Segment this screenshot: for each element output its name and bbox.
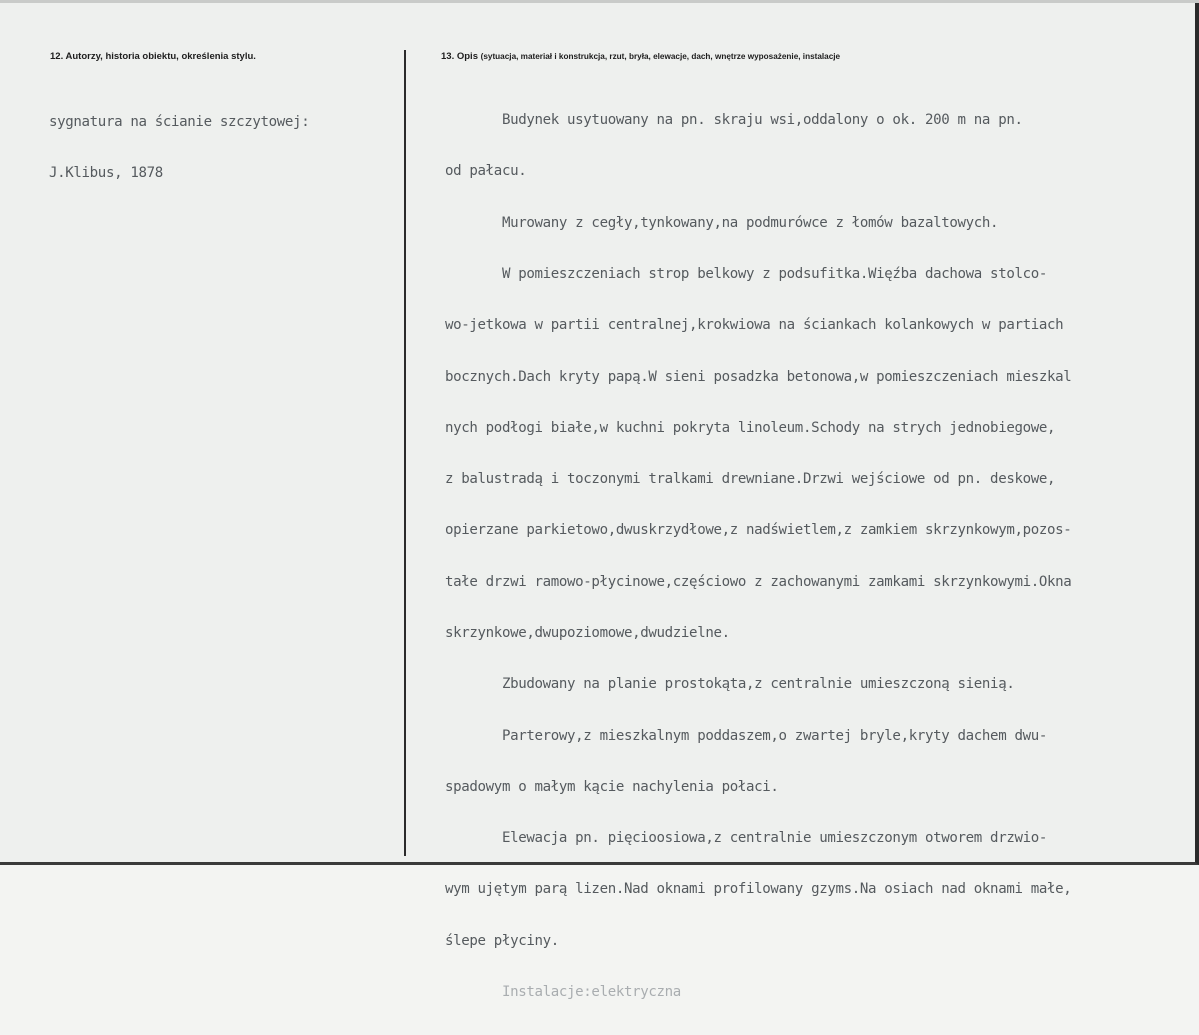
section-13-line: spadowym o małym kącie nachylenia połaci.	[445, 778, 779, 795]
section-13-text	[445, 78, 1071, 1035]
section-12-line: sygnatura na ścianie szczytowej:	[49, 114, 310, 131]
section-13-line: wo-jetkowa w partii centralnej,krokwiowa na ściankach kolankowych w partiach	[445, 317, 1064, 334]
section-13-line: ślepe płyciny.	[445, 932, 559, 949]
section-13-line: Elewacja pn. pięcioosiowa,z centralnie umieszczonym otworem drzwio-	[445, 830, 1048, 847]
section-13-subtitle: (sytuacja, materiał i konstrukcja, rzut, bryła, elewacje, dach, wnętrze wyposażenie, instalacje	[480, 52, 841, 61]
section-12-text	[49, 80, 309, 217]
section-13-number: 13.	[441, 51, 455, 62]
section-13-line: z balustradą i toczonymi tralkami drewniane.Drzwi wejściowe od pn. deskowe,	[445, 471, 1056, 488]
section-13-heading	[441, 51, 840, 62]
card-top-edge	[0, 0, 1199, 3]
section-13-line: skrzynkowe,dwupoziomowe,dwudzielne.	[445, 625, 730, 641]
section-12-heading	[50, 51, 256, 62]
section-13-line: opierzane parkietowo,dwuskrzydłowe,z nadświetlem,z zamkiem skrzynkowym,pozos-	[445, 522, 1072, 539]
section-13-title: Opis	[456, 51, 478, 62]
section-13-installations-line: Instalacje:elektryczna	[445, 983, 681, 1000]
section-13-line: Zbudowany na planie prostokąta,z centralnie umieszczoną sienią.	[445, 676, 1015, 693]
column-divider	[404, 50, 406, 856]
section-13-line: W pomieszczeniach strop belkowy z podsufitka.Więźba dachowa stolco-	[445, 266, 1048, 283]
section-12-number: 12.	[50, 51, 64, 62]
section-13-line: od pałacu.	[445, 163, 527, 180]
section-13-line: tałe drzwi ramowo-płycinowe,częściowo z zachowanymi zamkami skrzynkowymi.Okna	[445, 573, 1072, 590]
section-13-line: nych podłogi białe,w kuchni pokryta linoleum.Schody na strych jednobiegowe,	[445, 419, 1056, 436]
section-13-line: Parterowy,z mieszkalnym poddaszem,o zwartej bryle,kryty dachem dwu-	[445, 727, 1048, 744]
section-12-title: Autorzy, historia obiektu, określenia stylu.	[65, 51, 256, 62]
section-12-line: J.Klibus, 1878	[49, 165, 163, 182]
section-13-line: Murowany z cegły,tynkowany,na podmurówce z łomów bazaltowych.	[445, 214, 999, 231]
section-13-line: bocznych.Dach kryty papą.W sieni posadzka betonowa,w pomieszczeniach mieszkal	[445, 368, 1072, 385]
section-13-line: wym ujętym parą lizen.Nad oknami profilowany gzyms.Na osiach nad oknami małe,	[445, 881, 1072, 898]
section-13-line: Budynek usytuowany na pn. skraju wsi,oddalony o ok. 200 m na pn.	[445, 112, 1023, 129]
